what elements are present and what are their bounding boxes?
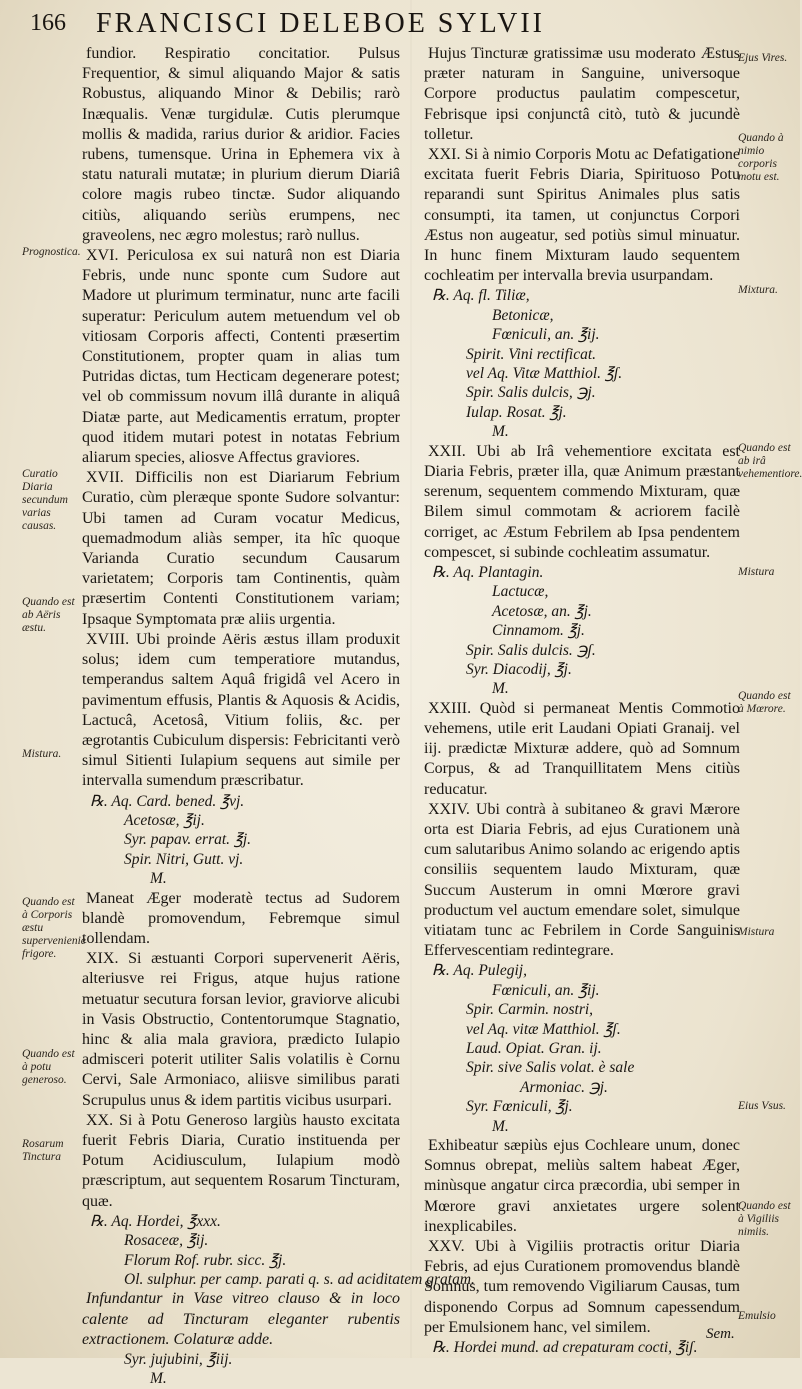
paragraph: XXII. Ubi ab Irâ vehementiore excitata est Diaria Febris, præter illa, quæ Animum præstant serenum, sequentem commendo Mixturam, quæ Bilem simul commotam & acriorem facilè corriget, ac Æstum Febrilem ab Ipsa pendentem compescet, si subinde cochleatim assumatur.	[424, 442, 740, 561]
margin-note-right: Ejus Vires.	[738, 52, 788, 64]
paragraph: Maneat Æger moderatè tectus ad Sudorem blandè promovendum, Febremque simul tollendam.	[82, 889, 400, 947]
page-number: 166	[30, 10, 66, 36]
recipe-line: Lactucæ,	[492, 583, 549, 601]
gutter-shadow	[410, 0, 412, 1358]
recipe-line: Spir. Salis dulcis, ℈j.	[466, 384, 596, 402]
paragraph: fundior. Respiratio concitatior. Pulsus Frequentior, & simul aliquando Major & satis Robustus, aliquando Minor & Debilis; rarò Inæqualis. Venæ turgidulæ. Cutis plerumque mollis & madida, rarius durior & aridior. Facies rubens, tumensque. Urina in Ephemera vix à statu naturali mutatæ; in plurium dierum Diariâ colore magis rubeo tinctæ. Sudor aliquando citiùs, aliquando seriùs erumpens, nec graveolens, nec ægro molestus; rarò nullus.	[82, 45, 400, 244]
recipe	[82, 1212, 475, 1290]
recipe-line: Acetosæ, an. ℥j.	[492, 602, 592, 620]
recipe-line: Armoniac. ℈j.	[520, 1078, 608, 1096]
paragraph: XVIII. Ubi proinde Aëris æstus illam produxit solus; idem cum temperatiore mutandus, temperandus saltem Aquâ frigidâ vel Acero in pavimentum effusis, Plantis & Aquosis & Acidis, Lactucâ, Acetosâ, Vitium foliis, &c. per ægrotantis Cubiculum dispersis: Febricitanti verò simul Sitienti Iulapium sequens aut simile per intervalla sumendum præscribatur.	[82, 630, 400, 790]
recipe-line: ℞. Aq. Plantagin.	[432, 563, 544, 581]
margin-note-right: Quando est ab irâ vehementiore.	[738, 442, 802, 480]
margin-note-right: Eius Vsus.	[738, 1100, 786, 1112]
margin-note-left: Quando est ab Aëris æstu.	[22, 596, 75, 634]
recipe-line: Spir. sive Salis volat. è sale	[466, 1059, 635, 1077]
margin-note-left: Quando est à potu generoso.	[22, 1048, 75, 1086]
recipe-line: vel Aq. vitæ Matthiol. ℥ʃ.	[466, 1020, 621, 1038]
recipe-misce: M.	[492, 680, 509, 698]
recipe-line: ℞. Aq. fl. Tiliæ,	[432, 287, 530, 305]
margin-note-left: Mistura.	[22, 748, 62, 760]
recipe-line: ℞. Aq. Pulegij,	[432, 962, 527, 980]
paragraph: XVII. Difficilis non est Diariarum Febrium Curatio, cùm pleræque sponte Sudore solvantur: Ubi tamen ad Curam vocatur Medicus, quemadmodum aliàs semper, ita hîc quoque Varianda Curatio secundum Causarum varietatem; Corporis tam Continentis, quàm præsertim Contenti Constitutionem variam; Ipsaque Symptomata præ aliis urgentia.	[82, 469, 400, 628]
recipe-line: Ol. sulphur. per camp. parati q. s. ad aciditatem gratam.	[124, 1271, 475, 1289]
recipe-line: Syr. papav. errat. ℥j.	[124, 831, 252, 849]
recipe-line: Syr. jujubini, ℥iij.	[124, 1351, 233, 1369]
margin-note-right: Mistura	[738, 926, 775, 938]
recipe-line: ℞. Aq. Hordei, ℥xxx.	[90, 1212, 221, 1230]
recipe-line: ℞. Hordei mund. ad crepaturam cocti, ℥iʃ.	[432, 1339, 698, 1357]
recipe-line: Laud. Opiat. Gran. ij.	[466, 1040, 602, 1058]
recipe-line: Syr. Diacodij, ℥j.	[466, 660, 572, 678]
margin-note-left: Quando est à Corporis æstu supervenienie frigore.	[22, 896, 86, 960]
recipe	[424, 1338, 740, 1357]
recipe	[424, 563, 740, 699]
recipe-line: Iulap. Rosat. ℥j.	[466, 403, 567, 421]
recipe	[82, 792, 400, 889]
recipe	[82, 1350, 400, 1389]
margin-note-right: Quando est à Mœrore.	[738, 690, 791, 715]
recipe-misce: M.	[492, 423, 509, 441]
catchword: Sem.	[706, 1326, 735, 1342]
recipe-line: vel Aq. Vitæ Matthiol. ℥ʃ.	[466, 365, 623, 383]
recipe-line: Spir. Salis dulcis. ℈ʃ.	[466, 641, 596, 659]
recipe-line: Cinnamom. ℥j.	[492, 622, 585, 640]
paragraph: XX. Si à Potu Generoso largiùs hausto excitata fuerit Febris Diaria, Curatio instituenda per Potum Acidiusculum, Iulapium modò præscriptum, aut sequentem Rosarum Tincturam, quæ.	[82, 1111, 400, 1210]
recipe-line: Rosaceæ, ℥ij.	[124, 1232, 209, 1250]
paragraph: Hujus Tincturæ gratissimæ usu moderato Æstus præter naturam in Sanguine, universoque Corpore productus paulatim compescetur, Febrisque ipsi conjunctâ citò, tutò & jucundè tolletur.	[424, 45, 740, 143]
margin-note-left: Prognostica.	[22, 246, 81, 258]
recipe-line: Fœniculi, an. ℥ij.	[492, 981, 600, 999]
running-title: FRANCISCI DELEBOE SYLVII	[96, 8, 545, 39]
margin-note-right: Quando à nimio corporis motu est.	[738, 132, 784, 183]
left-column	[82, 44, 475, 1389]
paragraph: XVI. Periculosa ex sui naturâ non est Diaria Febris, unde nunc sponte cum Sudore aut Madore ut plurimum terminatur, nunc arte facili superatur: Periculum autem metuendum vel ob vitiosam Corporis affecti, Contenti præsertim Constitutionem, propter quam in alias tum Putridas dictas, tum Hecticam degenerare potest; vel ob commissum novum illâ durante in aliquâ Diatæ parte, aut Medicamentis erratum, propter quod itidem mutari potest in notatas Febrium aliarum species, aliosve Affectus graviores.	[82, 247, 400, 467]
recipe-line: Spir. Carmin. nostri,	[466, 1001, 594, 1019]
recipe-line: Spir. Nitri, Gutt. vj.	[124, 850, 244, 868]
recipe	[424, 961, 740, 1136]
recipe	[424, 286, 740, 441]
recipe-misce: M.	[150, 870, 167, 888]
paragraph: XIX. Si æstuanti Corpori supervenerit Aëris, alteriusve rei Frigus, atque hujus ratione metuatur secutura forsan levior, graviorve alicubi in Vasis Obstructio, Contentorumque Stagnatio, hinc & alia mala graviora, prædicto Iulapio admisceri poterit utiliter Salis volatilis è Cornu Cervi, Sale Armoniaco, aliisve similibus parati Scrupulus unus & idem partitis vicibus usurpari.	[82, 950, 400, 1109]
running-header	[0, 4, 800, 42]
paragraph: Exhibeatur sæpiùs ejus Cochleare unum, donec Somnus obrepat, meliùs saltem habeat Æger, minùsque angatur circa præcordia, ubi semper in Mœrore gravi anxietates urgere solent inexplicabiles.	[424, 1137, 740, 1235]
margin-note-left: Rosarum Tinctura	[22, 1138, 64, 1163]
margin-note-right: Mistura	[738, 566, 775, 578]
paragraph: Infundantur in Vase vitreo clauso & in loco calente ad Tincturam eleganter rubentis extractionem. Colaturæ adde.	[82, 1290, 400, 1348]
margin-note-right: Emulsio	[738, 1310, 776, 1322]
recipe-line: Spirit. Vini rectificat.	[466, 345, 597, 363]
recipe-line: Acetosæ, ℥ij.	[124, 811, 205, 829]
paragraph: XXIII. Quòd si permaneat Mentis Commotio vehemens, utile erit Laudani Opiati Granaij. vel iij. prædictæ Mixturæ addere, quò ad Somnum Corpus, & ad Tranquillitatem Mens citiùs reducatur.	[424, 699, 740, 798]
recipe-line: Syr. Fœniculi, ℥j.	[466, 1098, 573, 1116]
recipe-misce: M.	[492, 1117, 509, 1135]
paragraph: XXI. Si à nimio Corporis Motu ac Defatigatione excitata fuerit Febris Diaria, Spirituoso Potu reparandi sunt Spiritus Animales plus satis consumpti, ita tamen, ut conjunctus Corpori Æstus non augeatur, sed potiùs simul minuatur. In hunc finem Mixturam laudo sequentem cochleatim per intervalla brevia usurpandam.	[424, 146, 740, 285]
recipe-line: Fœniculi, an. ℥ij.	[492, 326, 600, 344]
recipe-line: Florum Rof. rubr. sicc. ℥j.	[124, 1251, 287, 1269]
margin-note-right: Quando est à Vigiliis nimiis.	[738, 1200, 791, 1238]
margin-note-left: Curatio Diaria secundum varias causas.	[22, 468, 68, 532]
paragraph: XXIV. Ubi contrà à subitaneo & gravi Mærore orta est Diaria Febris, ad ejus Curationem unà cum salutaribus Animo solando ac erigendo aptis consiliis sequentem laudo Mixturam, quæ Succum Austerum in omni Mœrore gravi productum vel auctum emendare solet, simulque vitiatam tunc ac Febrilem in Corde Sanguinis Effervescentiam redintegrare.	[424, 800, 740, 960]
recipe-line: ℞. Aq. Card. bened. ℥vj.	[90, 792, 245, 810]
margin-note-right: Mixtura.	[738, 284, 778, 296]
recipe-misce: M.	[150, 1370, 167, 1388]
paragraph: XXV. Ubi à Vigiliis protractis oritur Diaria Febris, ad ejus Curationem promovendus blandè Somnus, tum removendo Vigiliarum Causas, tum disponendo Corpus ad Somnum capessendum per Emulsionem hanc, vel similem.	[424, 1238, 740, 1336]
right-column	[424, 44, 740, 1357]
recipe-line: Betonicæ,	[492, 306, 554, 324]
